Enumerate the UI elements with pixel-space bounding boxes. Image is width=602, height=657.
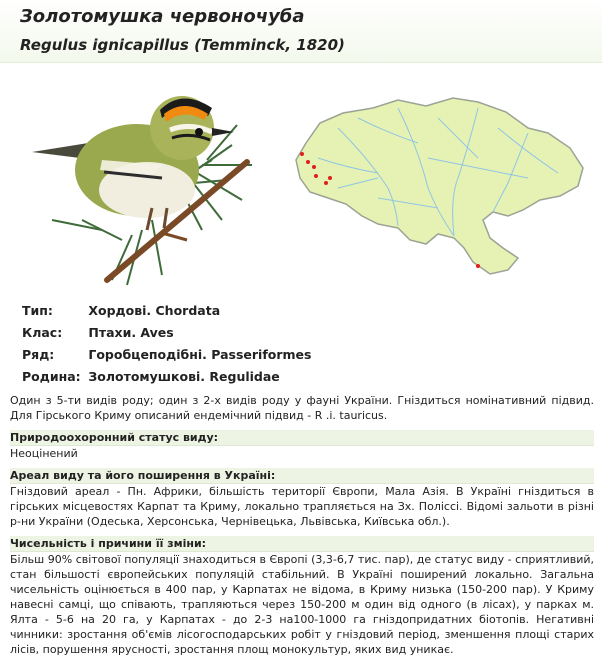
taxonomy-table (22, 300, 582, 388)
record-dot (328, 176, 332, 180)
bird-illustration (12, 70, 262, 290)
section-text: Неоцінений (10, 447, 78, 460)
record-dot (476, 264, 480, 268)
taxonomy-label: Тип: (22, 303, 53, 318)
taxonomy-value: Золотомушкові. Regulidae (88, 369, 280, 384)
taxonomy-row-family (22, 366, 582, 388)
record-dot (312, 165, 316, 169)
taxonomy-label: Клас: (22, 325, 63, 340)
record-dot (300, 152, 304, 156)
title-bar (0, 0, 602, 63)
intro-paragraph: Один з 5-ти видів роду; один з 2-х видів роду у фауні України. Гніздиться номінативний підвид. Для Гірського Криму описаний ендемічний підвид - R .i. tauricus. (10, 394, 594, 422)
ukraine-outline (296, 98, 583, 274)
taxonomy-row-class (22, 322, 582, 344)
page-title: Золотомушка червоночуба (20, 6, 305, 27)
section-range (10, 468, 594, 529)
taxonomy-row-order (22, 344, 582, 366)
taxonomy-label: Ряд: (22, 347, 55, 362)
taxonomy-value: Хордові. Chordata (88, 303, 221, 318)
section-conservation-status (10, 430, 594, 461)
record-dot (314, 174, 318, 178)
species-description (10, 393, 594, 657)
record-dot (306, 160, 310, 164)
taxonomy-label: Родина: (22, 369, 81, 384)
section-heading: Ареал виду та його поширення в Україні: (10, 468, 594, 484)
section-population (10, 536, 594, 657)
bird-figure (32, 96, 234, 230)
taxonomy-value: Птахи. Aves (88, 325, 174, 340)
latin-name: Regulus ignicapillus (Temminck, 1820) (20, 36, 345, 54)
section-text: Більш 90% світової популяції знаходиться в Європі (3,3-6,7 тис. пар), де статус виду - сприятливий, стан більшості європейських популяцій стабільний. В Україні поширений локально. Загальна чисельність оцінюється в 400 пар, у Карпатах не відома, в Криму низька (150-200 пар). У Криму навесні самці, що співають, трапляються через 150-200 м один від одного (в лісах), у парках м. Ялта - 5-6 на 20 га, у Карпатах - до 2-3 на100-1000 га гніздопридатних біотопів. Негативні чинники: зростання об'ємів лісогосподарських робіт у гніздовий період, зменшення площі старих лісів, порушення ярусності, зростання площ монокультур, яких вид уникає. (10, 553, 594, 656)
section-heading: Природоохоронний статус виду: (10, 430, 594, 446)
taxonomy-row-phylum (22, 300, 582, 322)
section-heading: Чисельність і причини її зміни: (10, 536, 594, 552)
distribution-map (278, 88, 594, 288)
section-text: Гніздовий ареал - Пн. Африки, більшість території Європи, Мала Азія. В Україні гніздиться в гірських місцевостях Карпат та Криму, локально трапляється на Зх. Поліссі. Відомі зальоти в різні р-ни України (Одеська, Херсонська, Чернівецька, Львівська, Київська обл.). (10, 485, 594, 528)
record-dot (324, 181, 328, 185)
taxonomy-value: Горобцеподібні. Passeriformes (88, 347, 312, 362)
